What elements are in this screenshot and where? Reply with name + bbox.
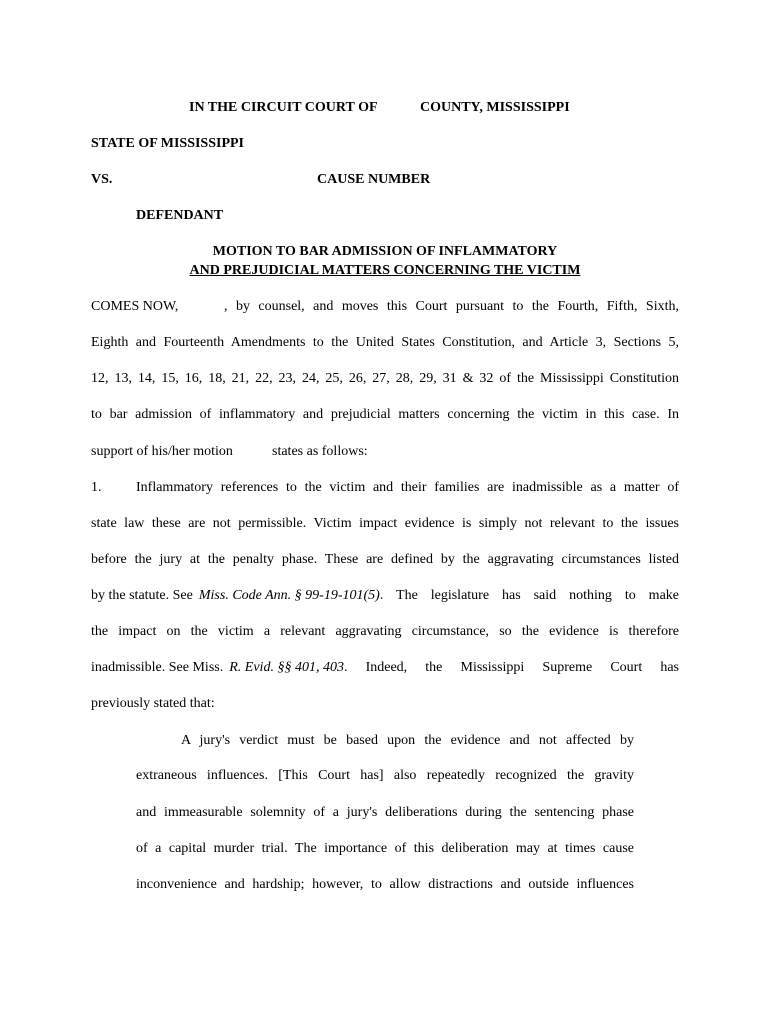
cause-number-label: CAUSE NUMBER	[317, 172, 431, 187]
intro-line4: to bar admission of inflammatory and prejudicial matters concerning the victim in this case. In	[91, 407, 679, 422]
intro-line3: 12, 13, 14, 15, 16, 18, 21, 22, 23, 24, 25, 26, 27, 28, 29, 31 & 32 of the Mississippi Constitution	[91, 371, 679, 386]
motion-title-line1: MOTION TO BAR ADMISSION OF INFLAMMATORY	[212, 244, 558, 259]
intro-line5-start: support of his/her motion	[91, 444, 233, 459]
quote-line5: inconvenience and hardship; however, to allow distractions and outside influences	[136, 877, 634, 892]
paragraph-number: 1.	[91, 480, 102, 495]
para1-line3: before the jury at the penalty phase. These are defined by the aggravating circumstances listed	[91, 552, 679, 567]
para1-line7: previously stated that:	[91, 696, 215, 711]
para1-line6	[91, 659, 679, 677]
para1-line4-end: . The legislature has said nothing to make	[379, 588, 679, 603]
motion-title-line2: AND PREJUDICIAL MATTERS CONCERNING THE VICTIM	[189, 263, 581, 278]
plaintiff-name: STATE OF MISSISSIPPI	[91, 136, 245, 151]
intro-line1-start: COMES NOW,	[91, 299, 179, 314]
quote-line3: and immeasurable solemnity of a jury's deliberations during the sentencing phase	[136, 805, 634, 820]
para1-line6-start: inadmissible. See Miss.	[91, 660, 224, 675]
para1-line2: state law these are not permissible. Victim impact evidence is simply not relevant to the issues	[91, 516, 679, 531]
intro-line1-end: , by counsel, and moves this Court pursuant to the Fourth, Fifth, Sixth,	[224, 299, 679, 314]
court-line-left: IN THE CIRCUIT COURT OF	[189, 100, 378, 115]
versus-label: VS.	[91, 172, 113, 187]
defendant-label: DEFENDANT	[136, 208, 224, 223]
intro-line2: Eighth and Fourteenth Amendments to the United States Constitution, and Article 3, Sections 5,	[91, 335, 679, 350]
para1-line1: Inflammatory references to the victim and their families are inadmissible as a matter of	[136, 480, 679, 495]
para1-line4	[91, 587, 679, 605]
intro-line5-end: states as follows:	[272, 444, 368, 459]
statute-citation: Miss. Code Ann. § 99-19-101(5)	[198, 588, 380, 603]
para1-line6-end: . Indeed, the Mississippi Supreme Court has	[343, 660, 679, 675]
court-line-right: COUNTY, MISSISSIPPI	[420, 100, 570, 115]
quote-line4: of a capital murder trial. The importance of this deliberation may at times cause	[136, 841, 634, 856]
quote-line2: extraneous influences. [This Court has] also repeatedly recognized the gravity	[136, 768, 634, 783]
para1-line5: the impact on the victim a relevant aggravating circumstance, so the evidence is therefore	[91, 624, 679, 639]
para1-line4-start: by the statute. See	[91, 588, 193, 603]
quote-line1: A jury's verdict must be based upon the evidence and not affected by	[181, 733, 634, 748]
rules-citation: R. Evid. §§ 401, 403	[229, 660, 344, 675]
